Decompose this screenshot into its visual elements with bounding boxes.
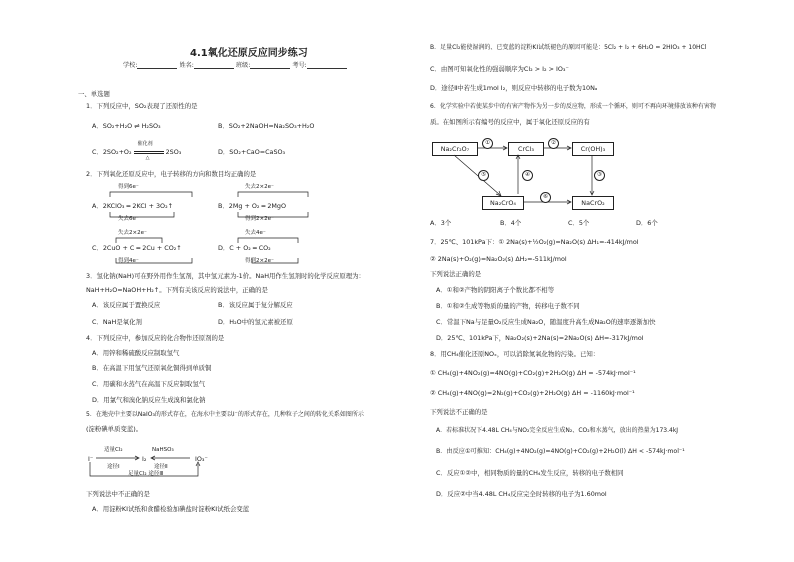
q6-stem-line2: 质。在如图所示有编号的反应中，属于氧化还原反应的有 <box>430 118 590 126</box>
q6-box-sodium-chromate: Na₂CrO₄ <box>482 196 524 210</box>
q1-c-heat: △ <box>145 155 150 161</box>
q1-stem: 1．下列反应中，SO₂表现了还原性的是 <box>86 102 198 110</box>
q4-option-d: D．用氯气和溴化钠反应生成溴和氯化钠 <box>92 396 206 404</box>
q1-option-b: B．SO₂+2NaOH=Na₂SO₃+H₂O <box>218 122 315 130</box>
name-label: 姓名: <box>179 62 194 69</box>
q7-option-c: C．常温下Na与足量O₂反应生成Na₂O，随温度升高生成Na₂O的速率逐渐加快 <box>436 318 656 326</box>
q5-option-b: B．足量Cl₂能使湿润的、已变蓝的淀粉KI试纸褪色的原因可能是：5Cl₂ + I₂ + 6H₂O = 2HIO₃ + 10HCl <box>430 44 707 51</box>
q1-option-c <box>92 141 182 161</box>
q1-c-product: 2SO₃ <box>165 148 182 156</box>
q6-num-6: ⑥ <box>540 192 551 203</box>
q6-num-1: ① <box>482 138 493 149</box>
q3-stem-line1: 3．氢化钠(NaH)可在野外用作生氢剂，其中氢元素为-1价。NaH用作生氢剂时的化学反应原理为： <box>86 272 365 280</box>
q5-option-a: A．用淀粉KI试纸和食醋检验加碘盐时淀粉KI试纸会变蓝 <box>92 505 250 513</box>
q2-option-a: A．2KClO₃ ═ 2KCl + 3O₂↑ <box>92 202 173 210</box>
q5-path2-reagent: NaHSO₃ <box>152 447 174 453</box>
q6-option-a: A．3个 <box>430 219 452 227</box>
q5-path2-label: 途径Ⅱ <box>154 464 168 470</box>
page-title: 4.1氧化还原反应同步练习 <box>190 48 308 59</box>
q7-eq2: ② 2Na(s)+O₂(g)=Na₂O₂(s) ΔH₂=-511kJ/mol <box>430 255 567 263</box>
q7-stem: 7．25℃、101kPa下：① 2Na(s)+½O₂(g)=Na₂O(s) ΔH₁=-414kJ/mol <box>430 238 639 246</box>
q6-option-c: C．5个 <box>568 219 590 227</box>
q2-option-b: B．2Mg + O₂ ═ 2MgO <box>218 202 286 210</box>
q5-node-iodide: I⁻ <box>88 455 94 463</box>
q1-c-arrow <box>134 141 164 161</box>
student-info-line <box>123 60 347 69</box>
q6-box-sodium-chromite: NaCrO₂ <box>572 196 614 210</box>
q1-c-catalyst: 催化剂 <box>137 141 153 147</box>
q5-stem-line1: 5．在地壳中主要以NaIO₃的形式存在，在海水中主要以I⁻的形式存在，几种粒子之间的转化关系如图所示 <box>86 411 364 418</box>
q8-eq2: ② CH₄(g)+4NO(g)=2N₂(g)+CO₂(g)+2H₂O(g) ΔH = -1160kJ·mol⁻¹ <box>430 389 635 397</box>
exam-blank[interactable] <box>307 61 347 69</box>
q8-option-d: D．反应②中当4.48L CH₄反应完全时转移的电子为1.60mol <box>436 490 607 498</box>
q2-c-top-label: 失去2×2e⁻ <box>118 230 147 236</box>
q4-option-b: B．在高温下用氢气还原氧化铜得到单质铜 <box>92 364 212 372</box>
q5-node-iodine: I₂ <box>142 455 147 463</box>
q4-stem: 4．下列反应中，参加反应的化合物作还原剂的是 <box>86 334 225 342</box>
q7-option-d: D．25℃、101kPa下，Na₂O₂(s)+2Na(s)=2Na₂O(s) ΔH=-317kJ/mol <box>436 334 644 342</box>
q3-option-a: A．该反应属于置换反应 <box>92 301 161 309</box>
q5-ask: 下列说法中不正确的是 <box>86 490 150 498</box>
q8-stem: 8．用CH₄催化还原NOₓ，可以消除氮氧化物的污染。已知： <box>430 350 600 358</box>
q5-stem-line2: (淀粉碘单质变蓝)。 <box>86 425 143 433</box>
q6-num-3: ③ <box>594 170 605 181</box>
q2-c-bot-label: 得到4e⁻ <box>118 258 139 264</box>
q1-option-d: D．SO₂+CaO=CaSO₃ <box>218 148 286 156</box>
q6-stem-line1: 6．化学实验中若使某步中的有害产物作为另一步的反应物，形成一个循环，则可不再向环境排放该种有害物 <box>430 103 716 110</box>
q2-a-bot-label: 失去6e⁻ <box>118 216 139 222</box>
q7-option-b: B．①和②生成等物质的量的产物，转移电子数不同 <box>436 302 580 310</box>
q6-num-5: ⑤ <box>478 170 489 181</box>
q1-c-reactants: C．2SO₂+O₂ <box>92 148 132 156</box>
q5-node-iodate: IO₃⁻ <box>195 455 208 463</box>
school-blank[interactable] <box>137 61 177 69</box>
q4-option-c: C．用碳和水蒸气在高温下反应制取氢气 <box>92 380 206 388</box>
q3-option-b: B．该反应属于复分解反应 <box>218 301 293 309</box>
q8-option-a: A．若标准状况下4.48L CH₄与NO₂完全反应生成N₂、CO₂和水蒸气，放出的热量为173.4kJ <box>436 427 679 434</box>
q2-option-c: C．2CuO + C ═ 2Cu + CO₂↑ <box>92 244 182 252</box>
q4-option-a: A．用锌和稀硫酸反应制取氢气 <box>92 349 180 357</box>
q7-ask: 下列说法正确的是 <box>430 270 482 278</box>
section-heading: 一、单选题 <box>78 90 110 98</box>
q6-option-d: D．6个 <box>636 219 658 227</box>
q6-box-sodium-dichromate: Na₂Cr₂O₇ <box>432 142 478 156</box>
exam-label: 考号: <box>292 62 307 69</box>
q3-stem-line2: NaH+H₂O=NaOH+H₂↑。下列有关该反应的说法中，正确的是 <box>86 286 268 294</box>
q3-option-d: D．H₂O中的氢元素被还原 <box>218 318 293 326</box>
q3-option-c: C．NaH是氧化剂 <box>92 318 142 326</box>
q2-b-top-label: 失去2×2e⁻ <box>245 184 274 190</box>
q5-option-d: D．途径Ⅱ中若生成1mol I₂，则反应中转移的电子数为10Nₐ <box>430 84 598 92</box>
q6-num-4: ④ <box>522 170 533 181</box>
q5-path1-reagent: 适量Cl₂ <box>104 447 123 453</box>
q7-option-a: A．①和②产物的阴阳离子个数比都不相等 <box>436 286 555 294</box>
q5-path3-label: 足量Cl₂ 途径Ⅲ <box>128 471 164 477</box>
school-label: 学校: <box>123 62 138 69</box>
q6-option-b: B．4个 <box>500 219 522 227</box>
q6-num-2: ② <box>548 138 559 149</box>
class-label: 班级: <box>235 62 251 69</box>
q2-a-top-label: 得到6e⁻ <box>118 184 139 190</box>
q8-option-b: B．由反应①可推知：CH₄(g)+4NO₂(g)=4NO(g)+CO₂(g)+2H₂O(l) ΔH < -574kJ·mol⁻¹ <box>436 448 685 455</box>
class-blank[interactable] <box>250 61 290 69</box>
q1-c-line-top <box>134 151 164 152</box>
q5-path1-label: 途径Ⅰ <box>107 464 120 470</box>
name-blank[interactable] <box>194 61 234 69</box>
q6-box-chromium-chloride: CrCl₃ <box>508 142 544 156</box>
q2-d-top-label: 失去4e⁻ <box>245 230 266 236</box>
q6-box-chromium-hydroxide: Cr(OH)₃ <box>572 142 614 156</box>
q2-b-bot-label: 得到2×2e⁻ <box>245 216 274 222</box>
q8-eq1: ① CH₄(g)+4NO₂(g)=4NO(g)+CO₂(g)+2H₂O(g) ΔH = -574kJ·mol⁻¹ <box>430 369 636 377</box>
q8-ask: 下列说法不正确的是 <box>430 408 488 416</box>
q2-option-d: D．C + O₂ ═ CO₂ <box>218 244 271 252</box>
q2-stem: 2．下列氧化还原反应中，电子转移的方向和数目均正确的是 <box>86 170 257 178</box>
q8-option-c: C．反应①②中，相同物质的量的CH₄发生反应，转移的电子数相同 <box>436 469 624 477</box>
q2-d-bot-label: 得到2×2e⁻ <box>245 258 274 264</box>
q5-option-c: C．由图可知氧化性的强弱顺序为Cl₂ > I₂ > IO₃⁻ <box>430 65 569 73</box>
q1-option-a: A．SO₂+H₂O ⇌ H₂SO₃ <box>92 122 161 130</box>
